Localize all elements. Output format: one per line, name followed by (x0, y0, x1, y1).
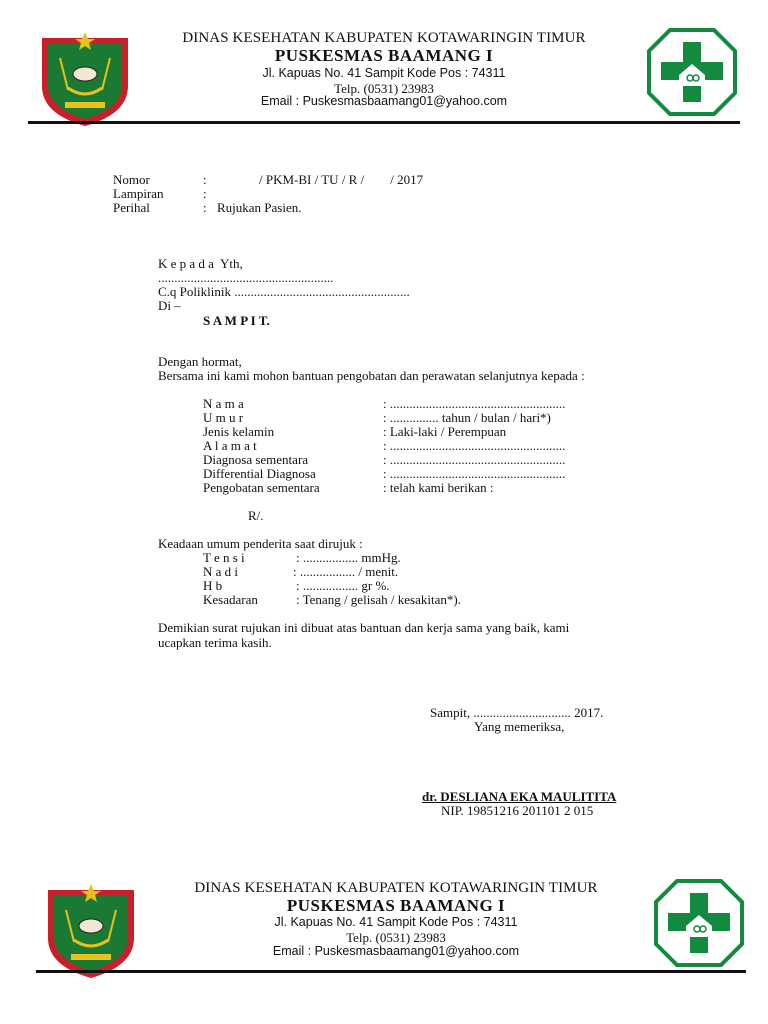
email: Email : Puskesmasbaamang01@yahoo.com (272, 944, 520, 958)
lampiran-colon: : (203, 186, 207, 201)
recipient-di: Di – (158, 298, 181, 313)
field-value-nama: : ...................................................... (383, 396, 566, 411)
cond-value-nadi: : ................. / menit. (293, 564, 399, 579)
field-label-alamat: A l a m a t (203, 438, 257, 453)
cond-value-tensi: : ................. mmHg. (296, 550, 401, 565)
field-label-umur: U m u r (203, 410, 244, 425)
field-label-pengobatan: Pengobatan sementara (203, 480, 320, 495)
field-value-jenis-kelamin: : Laki-laki / Perempuan (383, 424, 507, 439)
perihal-value: Rujukan Pasien. (217, 200, 302, 215)
signature-role: Yang memeriksa, (474, 719, 565, 734)
email: Email : Puskesmasbaamang01@yahoo.com (260, 94, 508, 108)
puskesmas-cross-icon (647, 28, 737, 116)
field-label-nama: N a m a (203, 396, 244, 411)
cond-label-kesadaran: Kesadaran (203, 592, 258, 607)
recipient-dots: ...................................................... (158, 270, 334, 285)
nomor-value: / PKM-BI / TU / R / / 2017 (259, 172, 424, 187)
letterhead-divider (36, 970, 746, 973)
signature-name: dr. DESLIANA EKA MAULITITA (422, 789, 617, 804)
field-value-pengobatan: : telah kami berikan : (383, 480, 494, 495)
perihal-colon: : (203, 200, 207, 215)
address: Jl. Kapuas No. 41 Sampit Kode Pos : 74311 (274, 915, 518, 929)
recipient-city: S A M P I T. (203, 313, 270, 328)
cond-value-hb: : ................. gr %. (296, 578, 390, 593)
letterhead-bottom (0, 852, 768, 1002)
field-label-jenis-kelamin: Jenis kelamin (203, 424, 275, 439)
signature-place-date: Sampit, .............................. 2017. (430, 705, 604, 720)
field-value-alamat: : ...................................................... (383, 438, 566, 453)
agency-name: DINAS KESEHATAN KABUPATEN KOTAWARINGIN TIMUR (182, 30, 586, 46)
address: Jl. Kapuas No. 41 Sampit Kode Pos : 74311 (262, 66, 506, 80)
rx-label: R/. (248, 508, 264, 523)
lampiran-label: Lampiran (113, 186, 164, 201)
perihal-label: Perihal (113, 200, 150, 215)
recipient-kepada: K e p a d a Yth, (158, 256, 243, 271)
field-label-differential: Differential Diagnosa (203, 466, 316, 481)
greeting: Dengan hormat, (158, 354, 242, 369)
closing-line-1: Demikian surat rujukan ini dibuat atas bantuan dan kerja sama yang baik, kami (158, 620, 570, 635)
cond-label-hb: H b (203, 578, 223, 593)
phone: Telp. (0531) 23983 (334, 81, 434, 96)
condition-heading: Keadaan umum penderita saat dirujuk : (158, 536, 363, 551)
letterhead-divider (28, 121, 740, 124)
cond-label-tensi: T e n s i (203, 550, 245, 565)
phone: Telp. (0531) 23983 (346, 930, 446, 945)
puskesmas-cross-icon (654, 876, 744, 970)
signature-nip: NIP. 19851216 201101 2 015 (441, 803, 594, 818)
recipient-cq: C.q Poliklinik ...................................................... (158, 284, 410, 299)
cond-value-kesadaran: : Tenang / gelisah / kesakitan*). (296, 592, 461, 607)
intro: Bersama ini kami mohon bantuan pengobatan dan perawatan selanjutnya kepada : (158, 368, 585, 383)
puskesmas-name: PUSKESMAS BAAMANG I (274, 46, 494, 65)
field-value-diagnosa: : ...................................................... (383, 452, 566, 467)
puskesmas-name: PUSKESMAS BAAMANG I (286, 896, 506, 915)
agency-name: DINAS KESEHATAN KABUPATEN KOTAWARINGIN TIMUR (194, 880, 598, 896)
letterhead-top (0, 0, 768, 150)
nomor-label: Nomor (113, 172, 150, 187)
field-label-diagnosa: Diagnosa sementara (203, 452, 309, 467)
cond-label-nadi: N a d i (203, 564, 239, 579)
nomor-colon: : (203, 172, 207, 187)
field-value-differential: : ...................................................... (383, 466, 566, 481)
closing-line-2: ucapkan terima kasih. (158, 635, 272, 650)
field-value-umur: : ............... tahun / bulan / hari*) (383, 410, 551, 425)
